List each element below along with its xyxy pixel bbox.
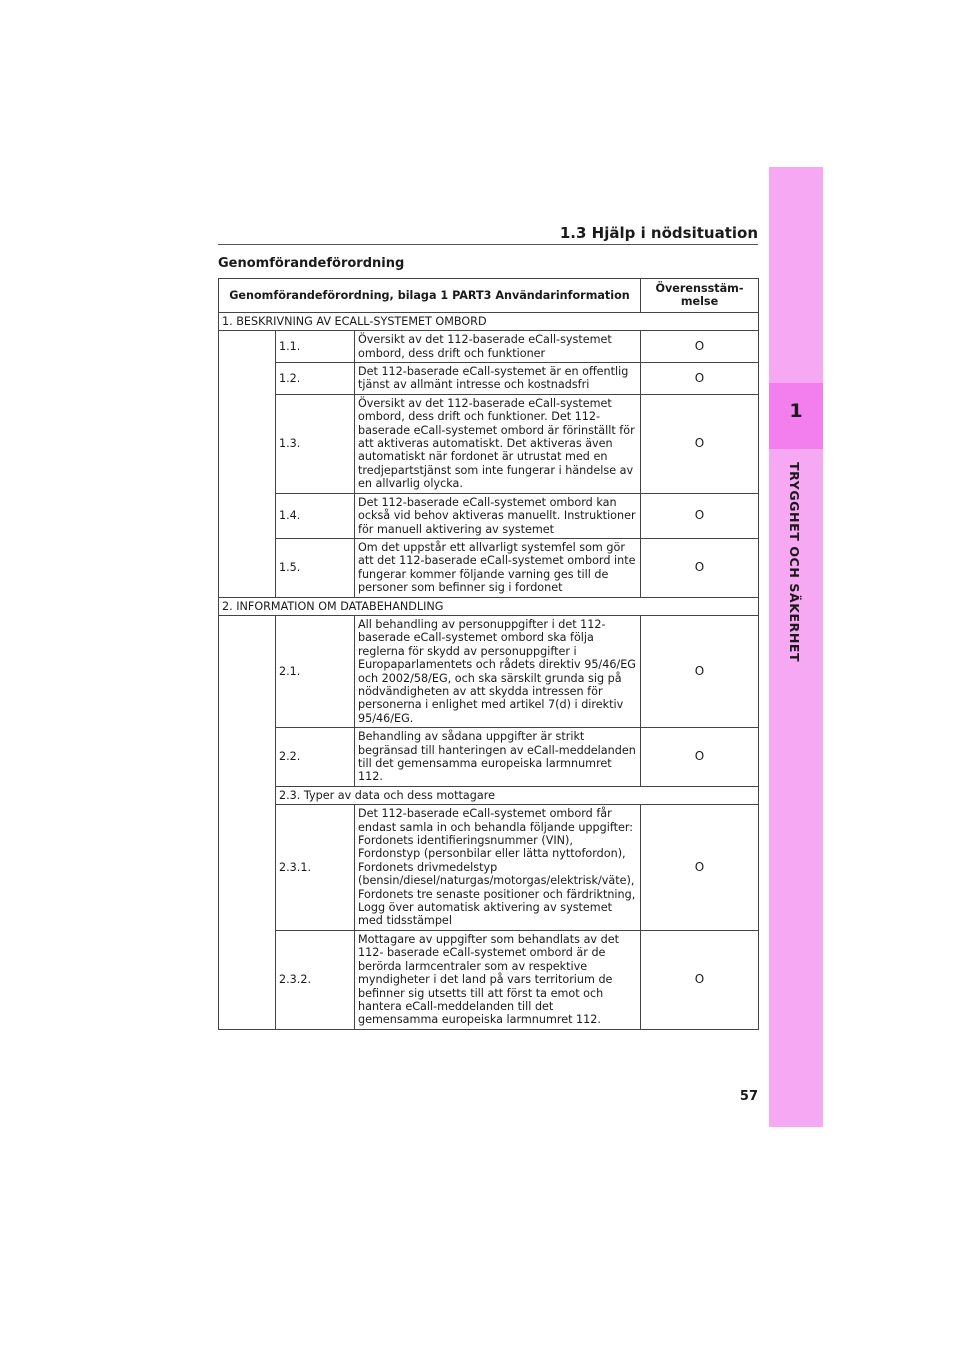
item-description: Översikt av det 112-baserade eCall-systemet ombord, dess drift och funktioner. Det 112-baserade eCall-systemet ombord är förinställt för att aktiveras automatiskt. Det aktiveras även automatiskt när fordonet är utrustat med en tredjepartstjänst som inte fungerar i händelse av en allvarlig olycka. xyxy=(355,394,641,493)
item-description: Behandling av sådana uppgifter är strikt begränsad till hanteringen av eCall-meddelanden till det gemensamma europeiska larmnumret 112. xyxy=(355,728,641,787)
item-number: 1.1. xyxy=(276,331,355,363)
item-conformity: O xyxy=(641,728,759,787)
header-divider xyxy=(218,244,758,245)
item-conformity: O xyxy=(641,394,759,493)
blank-cell xyxy=(219,615,276,1029)
item-number: 2.3.1. xyxy=(276,805,355,931)
section-1-title-row xyxy=(219,312,759,330)
regulation-table xyxy=(218,278,759,1030)
table-row xyxy=(219,805,759,931)
item-description: Översikt av det 112-baserade eCall-systemet ombord, dess drift och funktioner xyxy=(355,331,641,363)
item-conformity: O xyxy=(641,538,759,597)
table-row xyxy=(219,615,759,727)
item-number: 1.3. xyxy=(276,394,355,493)
chapter-number: 1 xyxy=(789,400,803,422)
table-row xyxy=(219,538,759,597)
section-2-title: 2. INFORMATION OM DATABEHANDLING xyxy=(219,597,759,615)
item-conformity: O xyxy=(641,615,759,727)
item-conformity: O xyxy=(641,805,759,931)
item-conformity: O xyxy=(641,930,759,1029)
table-row xyxy=(219,394,759,493)
item-conformity: O xyxy=(641,331,759,363)
item-description: Det 112-baserade eCall-systemet är en offentlig tjänst av allmänt intresse och kostnadsfri xyxy=(355,363,641,395)
table-row xyxy=(219,728,759,787)
item-conformity: O xyxy=(641,363,759,395)
item-number: 2.1. xyxy=(276,615,355,727)
item-description: All behandling av personuppgifter i det 112-baserade eCall-systemet ombord ska följa reglerna för skydd av personuppgifter i Europaparlamentets och rådets direktiv 95/46/EG och 2002/58/EG, och ska särskilt grunda sig på nödvändigheten av att skydda intressen för personerna i enlighet med artikel 7(d) i direktiv 95/46/EG. xyxy=(355,615,641,727)
item-description: Det 112-baserade eCall-systemet ombord får endast samla in och behandla följande uppgifter: Fordonets identifieringsnummer (VIN), Fordonstyp (personbilar eller lätta nyttofordon), Fordonets drivmedelstyp (bensin/diesel/naturgas/motorgas/elektrisk/väte), Fordonets tre senaste positioner och färdriktning, Logg över automatisk aktivering av systemet med tidsstämpel xyxy=(355,805,641,931)
item-number: 1.5. xyxy=(276,538,355,597)
page-number: 57 xyxy=(739,1089,758,1104)
item-description: Det 112-baserade eCall-systemet ombord kan också vid behov aktiveras manuellt. Instruktioner för manuell aktivering av systemet xyxy=(355,493,641,538)
section-1-title: 1. BESKRIVNING AV ECALL-SYSTEMET OMBORD xyxy=(219,312,759,330)
table-row xyxy=(219,930,759,1029)
section-2-title-row xyxy=(219,597,759,615)
page-header-title: 1.3 Hjälp i nödsituation xyxy=(559,224,758,242)
chapter-title: TRYGGHET OCH SÄKERHET xyxy=(787,462,802,663)
item-number: 2.3.2. xyxy=(276,930,355,1029)
blank-cell xyxy=(219,331,276,597)
item-number: 1.4. xyxy=(276,493,355,538)
table-row xyxy=(219,363,759,395)
item-conformity: O xyxy=(641,493,759,538)
header-cell-conformity: Överensstäm- melse xyxy=(641,279,759,313)
table-row xyxy=(219,493,759,538)
header-cell-regulation: Genomförandeförordning, bilaga 1 PART3 Användarinformation xyxy=(219,279,641,313)
subsection-title: 2.3. Typer av data och dess mottagare xyxy=(276,786,759,804)
table-row xyxy=(219,331,759,363)
subsection-row xyxy=(219,786,759,804)
item-number: 1.2. xyxy=(276,363,355,395)
table-header-row xyxy=(219,279,759,313)
section-title: Genomförandeförordning xyxy=(218,256,405,271)
item-number: 2.2. xyxy=(276,728,355,787)
table-body xyxy=(219,312,759,1029)
item-description: Om det uppstår ett allvarligt systemfel som gör att det 112-baserade eCall-systemet ombord inte fungerar kommer följande varning ges till de personer som befinner sig i fordonet xyxy=(355,538,641,597)
item-description: Mottagare av uppgifter som behandlats av det 112- baserade eCall-systemet ombord är de berörda larmcentraler som av respektive myndigheter i det land på vars territorium de befinner sig utsetts till att först ta emot och hantera eCall-meddelanden till det gemensamma europeiska larmnumret 112. xyxy=(355,930,641,1029)
